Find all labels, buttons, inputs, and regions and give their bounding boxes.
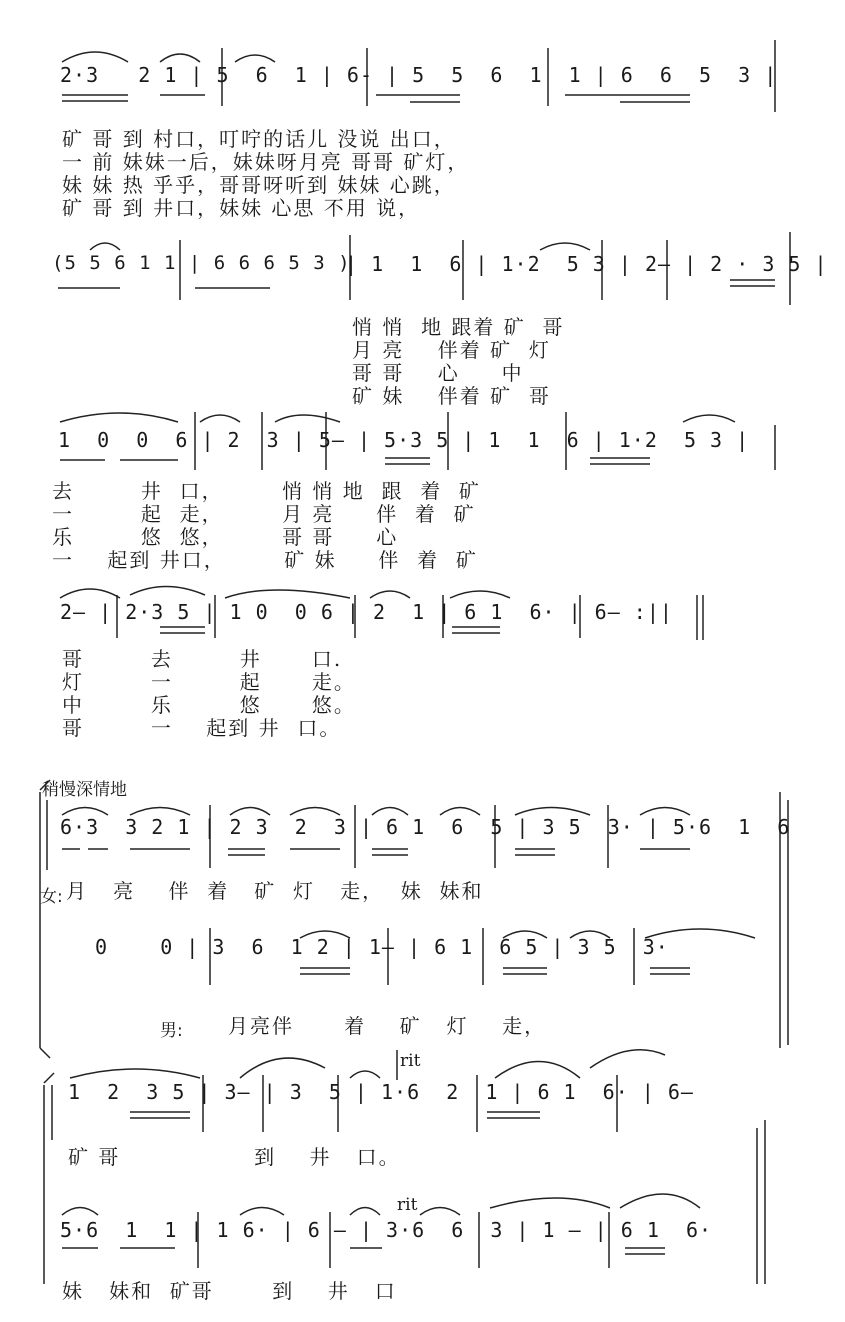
system2-lyric-verse1: 悄 悄 地 跟着 矿 哥 [352,315,565,339]
system1-lyric-verse4: 矿 哥 到 井口，妹妹 心思 不用 说， [62,196,421,220]
male-part-label: 男: [160,1021,183,1041]
female-part-lyric: 月 亮 伴 着 矿 灯 走， 妹 妹和 [66,879,484,903]
lower-part-notation: 5·6 1 1 | 1 6· | 6 — | 3·6 6 3 | 1 — | 6 1 6· [60,1218,713,1242]
system2-lyric-verse4: 矿 妹 伴着 矿 哥 [352,384,551,408]
upper-part-lyric: 矿 哥 到 井 口。 [68,1145,401,1169]
system3-lyric-verse2: 一 起 走， 月 亮 伴 着 矿 [52,502,476,526]
ritardando-marking-1: rit [400,1051,421,1071]
female-part-label: 女: [40,887,63,907]
system1-lyric-verse2: 一 前 妹妹一后，妹妹呀月亮 哥哥 矿灯， [62,150,470,174]
lower-part-lyric: 妹 妹和 矿哥 到 井 口 [62,1279,397,1303]
system4-lyric-verse3: 中 乐 悠 悠。 [62,693,356,717]
system3-lyric-verse1: 去 井 口， 悄 悄 地 跟 着 矿 [52,479,481,503]
upper-part-notation: 1 2 3 5 | 3— | 3 5 | 1·6 2 1 | 6 1 6· | 6— [68,1080,694,1104]
ritardando-marking-2: rit [397,1195,418,1215]
system2-notation: | 1 1 6 | 1·2 5 3 | 2— | 2 · 3 5 | [345,252,828,276]
system4-notation: 2— | 2·3 5 | 1 0 0 6 | 2 1 | 6 1 6· | 6— :|| [60,600,673,624]
male-part-notation: 0 0 | 3 6 1 2 | 1— | 6 1 6 5 | 3 5 3· [95,935,669,959]
system2-lyric-verse3: 哥 哥 心 中 [352,361,524,385]
system1-notation: 2·3 2 1 | 5 6 1 | 6- | 5 5 6 1 1 | 6 6 5 3 | [60,63,778,87]
system4-lyric-verse2: 灯 一 起 走。 [62,670,356,694]
system2-lyric-verse2: 月 亮 伴着 矿 灯 [352,338,551,362]
system3-notation: 1 0 0 6 | 2 3 | 5— | 5·3 5 | 1 1 6 | 1·2 5 3 | [58,428,750,452]
male-part-lyric: 月亮伴 着 矿 灯 走， [228,1014,547,1038]
system4-lyric-verse1: 哥 去 井 口. [62,647,343,671]
female-part-notation: 6·3 3 2 1 | 2 3 2 3 | 6 1 6 5 | 3 5 3· | 5·6 1 6 [60,815,791,839]
system3-lyric-verse3: 乐 悠 悠， 哥 哥 心 [52,525,399,549]
system1-lyric-verse1: 矿 哥 到 村口，叮咛的话儿 没说 出口， [62,127,456,151]
system2-intro-notation: (5 5 6 1 1 | 6 6 6 5 3 ) [52,252,351,274]
system4-lyric-verse4: 哥 一 起到 井 口。 [62,716,342,740]
tempo-marking: 稍慢深情地 [42,780,127,800]
system1-lyric-verse3: 妹 妹 热 乎乎，哥哥呀听到 妹妹 心跳， [62,173,456,197]
system3-lyric-verse4: 一 起到 井口， 矿 妹 伴 着 矿 [52,548,478,572]
